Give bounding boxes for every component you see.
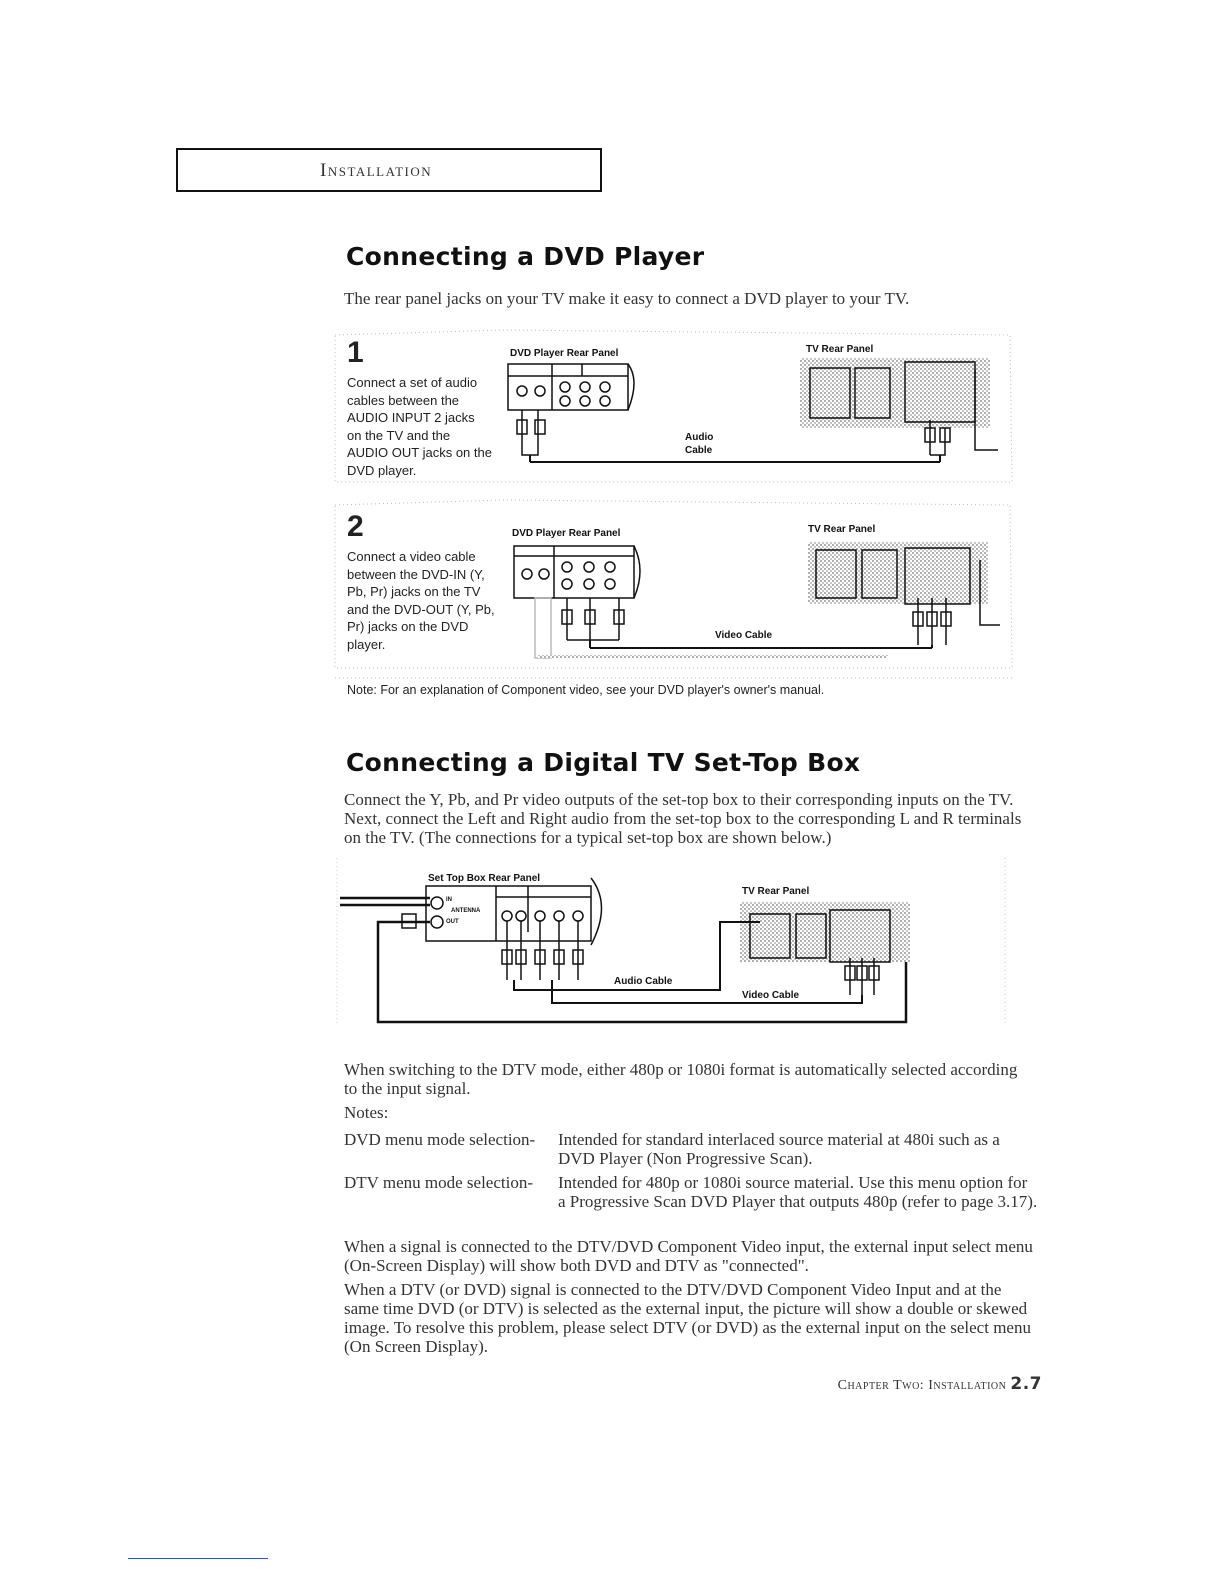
- step-1-dvd-panel-label: DVD Player Rear Panel: [510, 348, 619, 359]
- step-2-cable-label: Video Cable: [715, 630, 773, 641]
- step-2-number: 2: [347, 510, 364, 543]
- stb-tv-panel: [740, 902, 910, 995]
- dtv-mode-term: DTV menu mode selection-: [344, 1173, 534, 1192]
- dtv-mode-paragraph: When switching to the DTV mode, either 480p or 1080i format is automatically selected according to the input signal.: [344, 1060, 1018, 1098]
- bottom-rule: [128, 1558, 268, 1559]
- step-1-tv-panel: [800, 358, 998, 455]
- double-image-paragraph: When a DTV (or DVD) signal is connected to the DTV/DVD Component Video Input and at the same time DVD (or DTV) is selected as the external input, the picture will show a double or skewed image. To resolve this problem, please select DTV (or DVD) as the external input on the select menu (On Screen Display).: [344, 1280, 1031, 1356]
- step-1-cable-label-line1: Audio: [685, 432, 714, 443]
- stb-panel-label: Set Top Box Rear Panel: [428, 873, 541, 884]
- stb-tv-panel-label: TV Rear Panel: [742, 886, 810, 897]
- stb-intro: Connect the Y, Pb, and Pr video outputs of the set-top box to their corresponding inputs on the TV. Next, connect the Left and Right audio from the set-top box to the corresponding L and R terminals on the TV. (The connections for a typical set-top box are shown below.): [344, 790, 1022, 847]
- dtv-mode-note: [344, 1173, 1044, 1233]
- page-footer: [838, 1374, 1042, 1394]
- step-2-text: Connect a video cable between the DVD-IN (Y, Pb, Pr) jacks on the TV and the DVD-OUT (Y, Pb, Pr) jacks on the DVD player.: [347, 549, 495, 652]
- step-1-number: 1: [347, 336, 364, 369]
- component-video-note: Note: For an explanation of Component video, see your DVD player's owner's manual.: [347, 683, 825, 697]
- step-1-tv-panel-label: TV Rear Panel: [806, 344, 874, 355]
- antenna-in-label: IN: [446, 897, 452, 903]
- component-input-paragraph: When a signal is connected to the DTV/DVD Component Video input, the external input select menu (On-Screen Display) will show both DVD and DTV as "connected".: [344, 1237, 1033, 1275]
- dvd-mode-definition: Intended for standard interlaced source material at 480i such as a DVD Player (Non Progressive Scan).: [558, 1130, 1000, 1168]
- step-1-text: Connect a set of audio cables between the AUDIO INPUT 2 jacks on the TV and the AUDIO OUT jacks on the DVD player.: [347, 375, 492, 478]
- dtv-mode-definition: Intended for 480p or 1080i source material. Use this menu option for a Progressive Scan DVD Player that outputs 480p (refer to page 3.17).: [558, 1173, 1038, 1211]
- dvd-section-title: Connecting a DVD Player: [346, 242, 705, 271]
- step-2-dvd-panel: [514, 546, 640, 658]
- step-2-dvd-panel-label: DVD Player Rear Panel: [512, 528, 621, 539]
- dvd-mode-term: DVD menu mode selection-: [344, 1130, 536, 1149]
- dvd-intro: The rear panel jacks on your TV make it easy to connect a DVD player to your TV.: [344, 289, 910, 308]
- stb-audio-cable-label: Audio Cable: [614, 976, 673, 987]
- section-header: Installation: [320, 160, 433, 181]
- step-2-tv-panel: [808, 542, 1000, 645]
- footer-chapter: Chapter Two: Installation: [837, 1378, 1007, 1393]
- stb-video-cable-label: Video Cable: [742, 990, 800, 1001]
- step-1-dvd-panel: [508, 364, 634, 455]
- stb-section-title: Connecting a Digital TV Set-Top Box: [346, 748, 861, 777]
- notes-label: Notes:: [344, 1103, 389, 1122]
- step-1-cable-label-line2: Cable: [685, 445, 713, 456]
- page-number: 2.7: [1010, 1374, 1042, 1394]
- dvd-mode-note: [344, 1130, 1044, 1170]
- step-2-tv-panel-label: TV Rear Panel: [808, 524, 876, 535]
- antenna-out-label: OUT: [446, 919, 459, 925]
- antenna-label: ANTENNA: [451, 908, 481, 914]
